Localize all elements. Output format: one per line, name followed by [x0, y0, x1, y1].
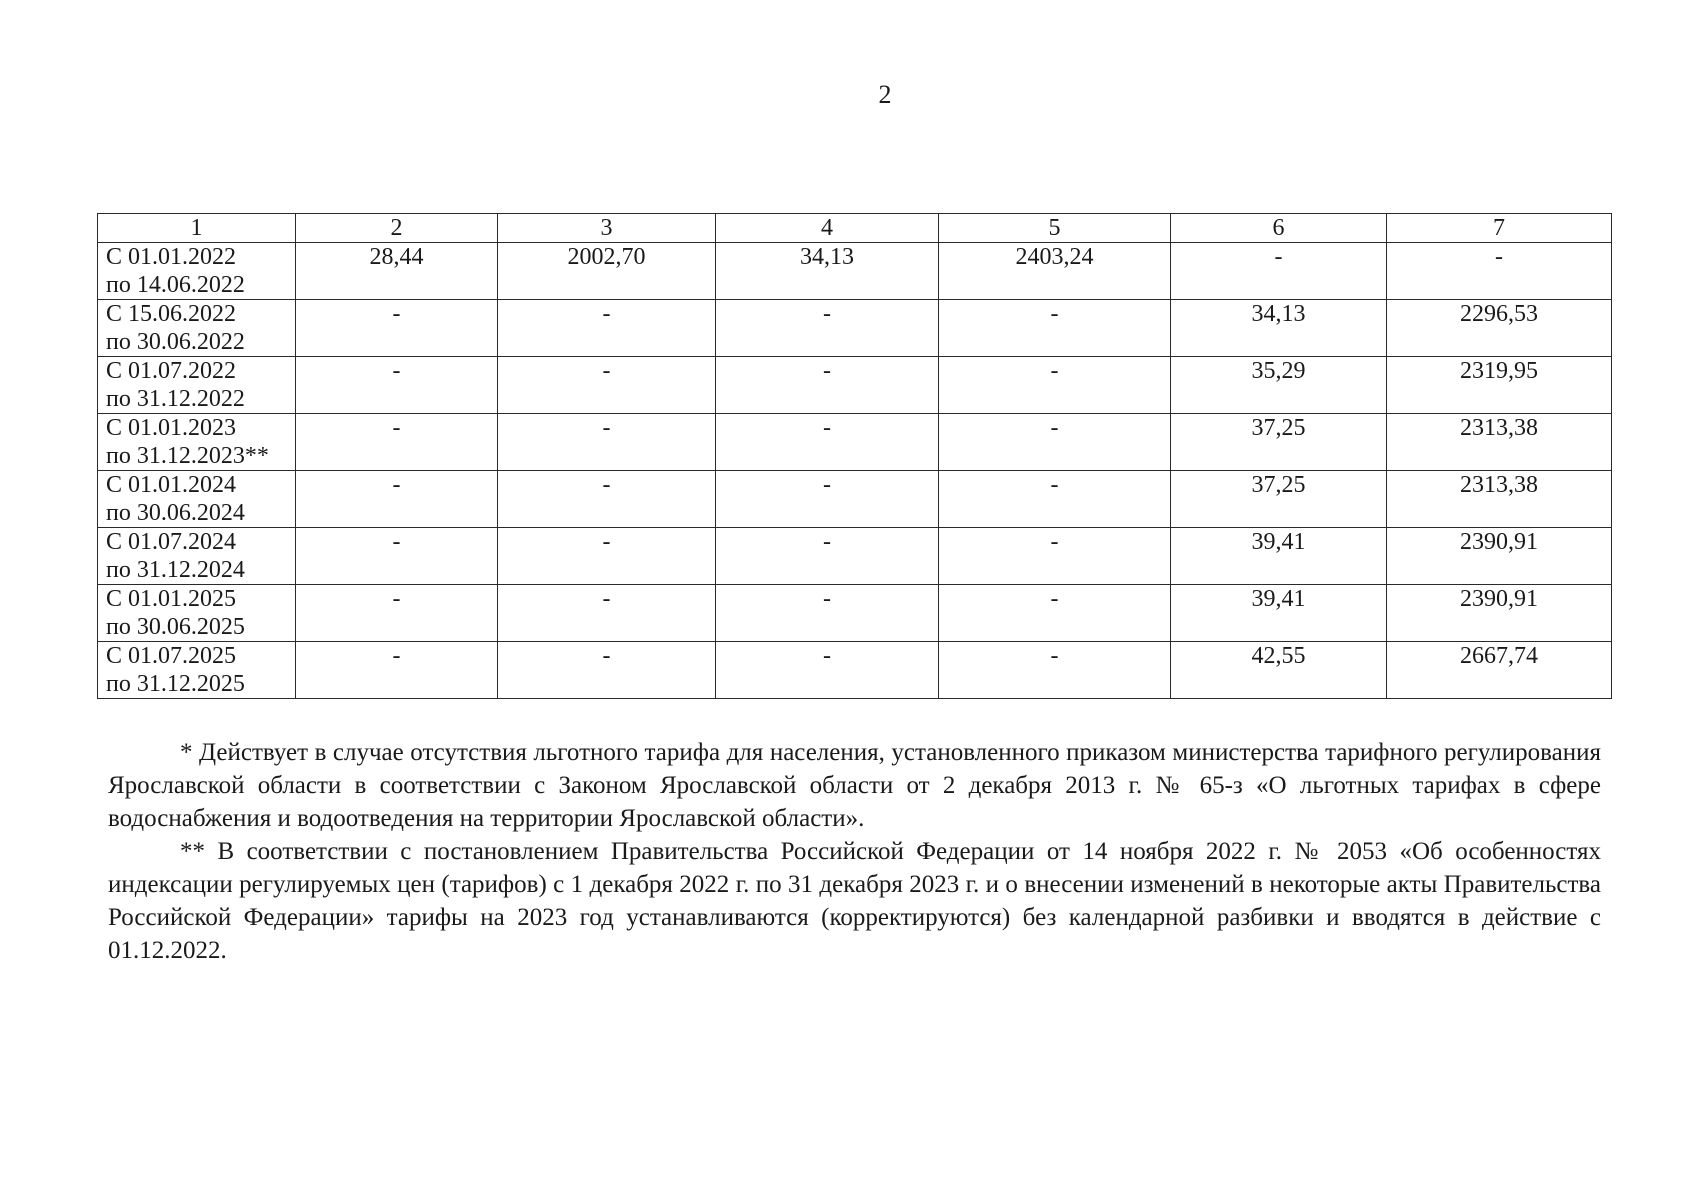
- value-cell: 2390,91: [1387, 528, 1612, 585]
- value-cell: -: [296, 642, 498, 699]
- period-from: С 01.07.2024: [106, 529, 237, 555]
- table-row: [98, 357, 1612, 414]
- column-header: 6: [1171, 214, 1387, 243]
- table-row: [98, 528, 1612, 585]
- period-to: по 31.12.2024: [106, 557, 245, 583]
- period-to: по 14.06.2022: [106, 272, 245, 298]
- value-cell: 34,13: [1171, 300, 1387, 357]
- period-to: по 30.06.2022: [106, 329, 245, 355]
- period-from: С 01.07.2025: [106, 643, 237, 669]
- period-from: С 15.06.2022: [106, 301, 237, 327]
- period-cell: [98, 642, 296, 699]
- value-cell: -: [296, 585, 498, 642]
- column-header: 7: [1387, 214, 1612, 243]
- period-to: по 31.12.2022: [106, 386, 245, 412]
- page-number: 2: [878, 80, 892, 109]
- value-cell: -: [498, 642, 716, 699]
- value-cell: -: [498, 300, 716, 357]
- value-cell: -: [939, 357, 1171, 414]
- period-to: по 31.12.2025: [106, 671, 245, 697]
- value-cell: 42,55: [1171, 642, 1387, 699]
- table-row: [98, 642, 1612, 699]
- value-cell: 35,29: [1171, 357, 1387, 414]
- period-cell: [98, 528, 296, 585]
- value-cell: 2002,70: [498, 243, 716, 300]
- period-to: по 30.06.2024: [106, 500, 245, 526]
- value-cell: -: [939, 528, 1171, 585]
- period-from: С 01.01.2022: [106, 244, 237, 270]
- value-cell: 2667,74: [1387, 642, 1612, 699]
- value-cell: 2313,38: [1387, 414, 1612, 471]
- value-cell: -: [716, 471, 939, 528]
- value-cell: -: [296, 414, 498, 471]
- table-row: [98, 300, 1612, 357]
- column-header: 2: [296, 214, 498, 243]
- value-cell: -: [716, 414, 939, 471]
- value-cell: -: [716, 585, 939, 642]
- footnotes: [108, 736, 1601, 967]
- value-cell: -: [716, 300, 939, 357]
- period-cell: [98, 357, 296, 414]
- period-to: по 30.06.2025: [106, 614, 245, 640]
- value-cell: 28,44: [296, 243, 498, 300]
- value-cell: 34,13: [716, 243, 939, 300]
- value-cell: -: [498, 357, 716, 414]
- period-from: С 01.01.2024: [106, 472, 237, 498]
- value-cell: -: [939, 585, 1171, 642]
- value-cell: -: [498, 585, 716, 642]
- value-cell: -: [498, 414, 716, 471]
- period-to: по 31.12.2023**: [106, 443, 269, 469]
- period-cell: [98, 300, 296, 357]
- value-cell: -: [939, 300, 1171, 357]
- value-cell: 2403,24: [939, 243, 1171, 300]
- value-cell: 39,41: [1171, 585, 1387, 642]
- value-cell: -: [498, 528, 716, 585]
- value-cell: 2313,38: [1387, 471, 1612, 528]
- value-cell: -: [296, 471, 498, 528]
- column-header: 4: [716, 214, 939, 243]
- table-row: [98, 585, 1612, 642]
- value-cell: -: [296, 528, 498, 585]
- period-cell: [98, 414, 296, 471]
- period-from: С 01.07.2022: [106, 358, 237, 384]
- value-cell: -: [1387, 243, 1612, 300]
- value-cell: 2390,91: [1387, 585, 1612, 642]
- period-from: С 01.01.2023: [106, 415, 237, 441]
- value-cell: -: [939, 414, 1171, 471]
- footnote-2: ** В соответствии с постановлением Правительства Российской Федерации от 14 ноября 2022 г. № 2053 «Об особенностях индексации регулируемых цен (тарифов) с 1 декабря 2022 г. по 31 декабря 2023 г. и о внесении изменений в некоторые акты Правительства Российской Федерации» тарифы на 2023 год устанавливаются (корректируются) без календарной разбивки и вводятся в действие с 01.12.2022.: [108, 838, 1601, 964]
- value-cell: -: [716, 357, 939, 414]
- value-cell: -: [498, 471, 716, 528]
- period-cell: [98, 243, 296, 300]
- column-header: 3: [498, 214, 716, 243]
- period-from: С 01.01.2025: [106, 586, 237, 612]
- value-cell: -: [296, 357, 498, 414]
- value-cell: -: [1171, 243, 1387, 300]
- table-header-row: [98, 214, 1612, 243]
- period-cell: [98, 585, 296, 642]
- table-row: [98, 414, 1612, 471]
- column-header: 1: [98, 214, 296, 243]
- footnote-1: * Действует в случае отсутствия льготного тарифа для населения, установленного приказом министерства тарифного регулирования Ярославской области в соответствии с Законом Ярославской области от 2 декабря 2013 г. № 65-з «О льготных тарифах в сфере водоснабжения и водоотведения на территории Ярославской области».: [108, 739, 1601, 832]
- period-cell: [98, 471, 296, 528]
- value-cell: -: [939, 642, 1171, 699]
- value-cell: 37,25: [1171, 471, 1387, 528]
- value-cell: -: [939, 471, 1171, 528]
- column-header: 5: [939, 214, 1171, 243]
- table-row: [98, 471, 1612, 528]
- value-cell: -: [716, 528, 939, 585]
- value-cell: 39,41: [1171, 528, 1387, 585]
- value-cell: 37,25: [1171, 414, 1387, 471]
- value-cell: 2319,95: [1387, 357, 1612, 414]
- table-row: [98, 243, 1612, 300]
- tariff-table: [97, 213, 1612, 699]
- value-cell: -: [296, 300, 498, 357]
- value-cell: -: [716, 642, 939, 699]
- value-cell: 2296,53: [1387, 300, 1612, 357]
